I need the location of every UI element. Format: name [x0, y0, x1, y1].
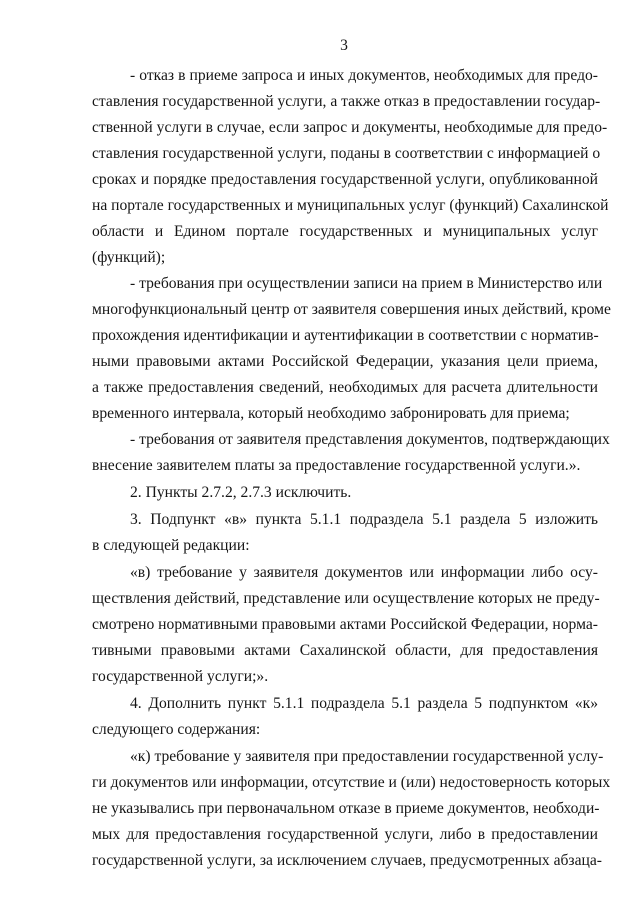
text-line: мых для предоставления государственной услуги, либо в предоставлении — [92, 826, 598, 843]
text-line: 4. Дополнить пункт 5.1.1 подраздела 5.1 раздела 5 подпунктом «к» — [130, 695, 598, 712]
text-line: (функций); — [92, 249, 166, 266]
text-line: ственной услуги в случае, если запрос и документы, необходимые для предо- — [92, 119, 608, 136]
text-line: государственной услуги;». — [92, 668, 269, 685]
text-line: области и Едином портале государственных и муниципальных услуг — [92, 223, 598, 240]
text-line: ги документов или информации, отсутствие и (или) недостоверность которых — [92, 774, 611, 791]
text-line: сроках и порядке предоставления государственной услуги, опубликованной — [92, 171, 598, 188]
text-line: смотрено нормативными правовыми актами Российской Федерации, норма- — [92, 616, 598, 633]
text-line: многофункциональный центр от заявителя совершения иных действий, кроме — [92, 301, 611, 318]
text-line: в следующей редакции: — [92, 537, 250, 554]
text-line: внесение заявителем платы за предоставление государственной услуги.». — [92, 457, 581, 474]
text-line: временного интервала, который необходимо забронировать для приема; — [92, 405, 570, 422]
text-line: тивными правовыми актами Сахалинской области, для предоставления — [92, 642, 598, 659]
text-line: 2. Пункты 2.7.2, 2.7.3 исключить. — [130, 484, 352, 501]
page-number: 3 — [340, 37, 348, 54]
text-line: - отказ в приеме запроса и иных документов, необходимых для предо- — [130, 67, 598, 84]
text-line: следующего содержания: — [92, 721, 261, 738]
text-line: «к) требование у заявителя при предоставлении государственной услу- — [130, 748, 604, 765]
text-line: ставления государственной услуги, а также отказ в предоставлении государ- — [92, 93, 601, 110]
text-line: прохождения идентификации и аутентификации в соответствии с норматив- — [92, 327, 599, 344]
text-line: государственной услуги, за исключением случаев, предусмотренных абзаца- — [92, 852, 602, 869]
text-line: ными правовыми актами Российской Федерации, указания цели приема, — [92, 353, 598, 370]
text-line: - требования от заявителя представления документов, подтверждающих — [130, 431, 610, 448]
text-line: не указывались при первоначальном отказе в приеме документов, необходи- — [92, 800, 600, 817]
text-line: а также предоставления сведений, необходимых для расчета длительности — [92, 379, 598, 396]
text-line: - требования при осуществлении записи на прием в Министерство или — [130, 275, 603, 292]
text-line: ставления государственной услуги, поданы в соответствии с информацией о — [92, 145, 601, 162]
text-line: «в) требование у заявителя документов или информации либо осу- — [130, 564, 598, 581]
text-line: ществления действий, представление или осуществление которых не преду- — [92, 590, 600, 607]
text-line: 3. Подпункт «в» пункта 5.1.1 подраздела 5.1 раздела 5 изложить — [130, 511, 598, 528]
text-line: на портале государственных и муниципальных услуг (функций) Сахалинской — [92, 197, 609, 214]
